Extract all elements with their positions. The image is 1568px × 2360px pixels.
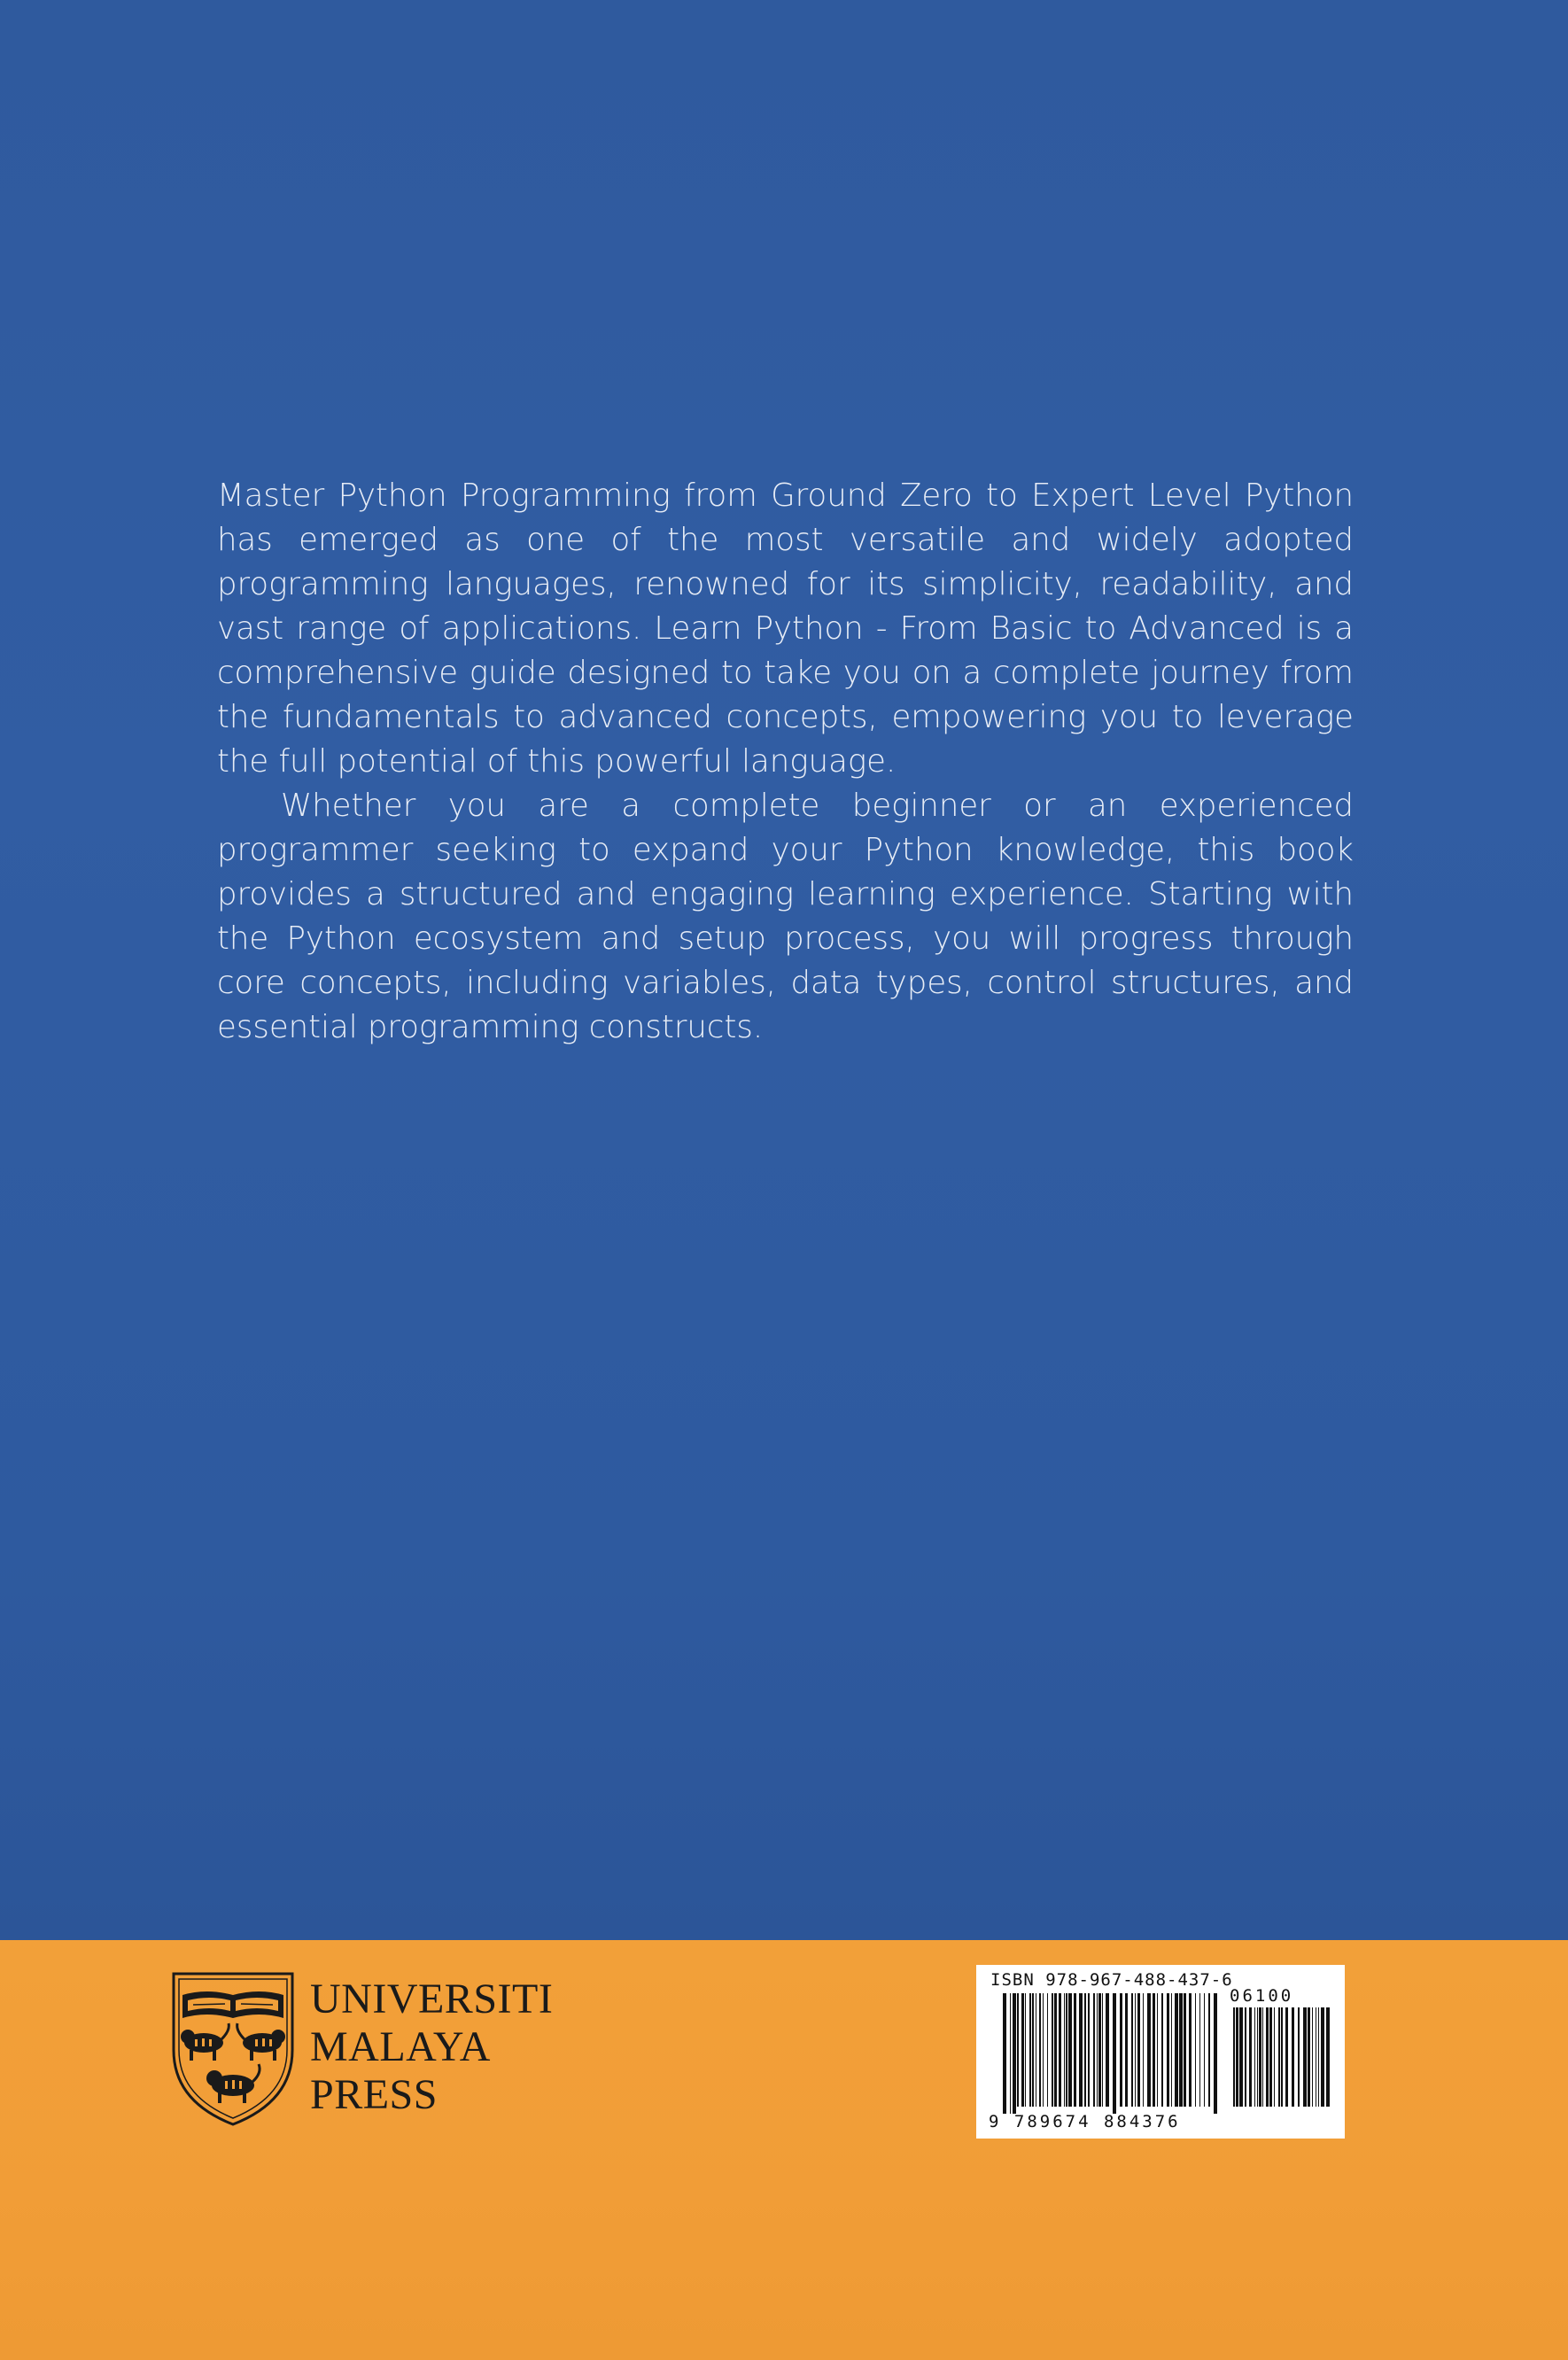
barcode-bar bbox=[1097, 1993, 1098, 2107]
barcode-bar bbox=[1312, 2007, 1313, 2107]
barcode-bar bbox=[1147, 1993, 1151, 2107]
barcode-bar bbox=[1120, 1993, 1122, 2107]
barcode-bar bbox=[1074, 1993, 1076, 2107]
barcode-bar bbox=[1013, 1993, 1016, 2114]
barcode-bar bbox=[1066, 1993, 1067, 2107]
barcode-bar bbox=[1298, 2007, 1300, 2107]
barcode-bar bbox=[1274, 2007, 1275, 2107]
barcode-bar bbox=[1157, 1993, 1158, 2107]
barcode-bar bbox=[1171, 1993, 1172, 2107]
blurb-paragraph-2: Whether you are a complete beginner or an experienced programmer seeking to expand your Python knowledge, this book provides a structured and engaging learning experience. Starting with the Python ecosystem and setup process, you will progress through core concepts, including variables, data types, control structures, and essential programming constructs. bbox=[217, 788, 1354, 1045]
barcode-bar bbox=[1029, 1993, 1031, 2107]
barcode-bar bbox=[1047, 1993, 1048, 2107]
barcode-bar bbox=[1010, 1993, 1011, 2114]
barcode-bar bbox=[1102, 1993, 1103, 2107]
barcode-bar bbox=[1131, 1993, 1133, 2107]
barcode-bar bbox=[1088, 1993, 1090, 2107]
barcode-bar bbox=[1318, 2007, 1319, 2107]
blurb-paragraph-1: Master Python Programming from Ground Zero to Expert Level Python has emerged as one of the most versatile and widely adopted programming languages, renowned for its simplicity, readability, and vast range of applications. Learn Python - From Basic to Advanced is a comprehensive guide designed to take you on a complete journey from the fundamentals to advanced concepts, empowering you to leverage the full potential of this powerful language. bbox=[217, 477, 1354, 780]
barcode-bar bbox=[1039, 1993, 1041, 2107]
publisher-name-line-1: UNIVERSITI bbox=[310, 1976, 554, 2022]
barcode-bar bbox=[1184, 1993, 1186, 2107]
barcode-bar bbox=[1135, 1993, 1136, 2107]
barcode-bar bbox=[1245, 2007, 1246, 2107]
barcode-bar bbox=[1106, 1993, 1109, 2107]
barcode-bar bbox=[1269, 2007, 1272, 2107]
barcode-bar bbox=[1043, 1993, 1044, 2107]
barcode-bar bbox=[1326, 2007, 1330, 2107]
barcode-bars-icon bbox=[1003, 1993, 1219, 2114]
barcode-bar bbox=[1214, 1993, 1217, 2114]
barcode-bar bbox=[1195, 1993, 1196, 2107]
barcode-bar bbox=[1254, 2007, 1255, 2107]
barcode-bar bbox=[1262, 2007, 1263, 2107]
barcode-price-code: 06100 bbox=[1230, 1986, 1294, 2006]
barcode-bar bbox=[1308, 2007, 1310, 2107]
barcode-bar bbox=[1093, 1993, 1095, 2107]
barcode-bar bbox=[1303, 2007, 1307, 2107]
barcode-bar bbox=[1266, 2007, 1269, 2107]
barcode-bar bbox=[1167, 1993, 1169, 2107]
barcode-bar bbox=[1175, 1993, 1178, 2107]
barcode-bar bbox=[1137, 1993, 1140, 2107]
barcode-bar bbox=[1059, 1993, 1061, 2107]
barcode-bar bbox=[1285, 2007, 1288, 2107]
publisher-name bbox=[310, 1976, 553, 2119]
barcode-bar bbox=[1239, 2007, 1243, 2107]
barcode-bar bbox=[1278, 2007, 1280, 2107]
barcode-bar bbox=[1079, 1993, 1083, 2107]
barcode-bar bbox=[1003, 1993, 1006, 2114]
barcode-bar bbox=[1153, 1993, 1155, 2107]
ean-digits: 9 789674 884376 bbox=[989, 2112, 1181, 2131]
barcode-bar bbox=[1025, 1993, 1026, 2107]
barcode-bar bbox=[1257, 2007, 1258, 2107]
barcode-bar bbox=[1179, 1993, 1183, 2107]
barcode-bar bbox=[1204, 1993, 1205, 2107]
publisher-name-line-2: MALAYA bbox=[310, 2023, 491, 2070]
barcode-bar bbox=[1292, 2007, 1294, 2107]
barcode-bar bbox=[1233, 2007, 1235, 2107]
barcode-bar bbox=[1189, 1993, 1192, 2107]
isbn-barcode bbox=[976, 1965, 1345, 2139]
barcode-addon-bars-icon bbox=[1233, 2007, 1332, 2114]
barcode-bar bbox=[1021, 1993, 1024, 2107]
isbn-number: ISBN 978-967-488-437-6 bbox=[990, 1970, 1233, 1990]
barcode-bar bbox=[1161, 1993, 1163, 2107]
barcode-bar bbox=[1236, 2007, 1238, 2107]
barcode-bar bbox=[1032, 1993, 1034, 2107]
barcode-bar bbox=[1208, 1993, 1210, 2107]
publisher-name-line-3: PRESS bbox=[310, 2071, 438, 2118]
barcode-bar bbox=[1052, 1993, 1053, 2107]
barcode-bar bbox=[1259, 2007, 1261, 2107]
barcode-bar bbox=[1054, 1993, 1057, 2107]
barcode-bar bbox=[1068, 1993, 1072, 2107]
barcode-bar bbox=[1017, 1993, 1019, 2107]
book-blurb bbox=[217, 474, 1354, 1050]
barcode-bar bbox=[1125, 1993, 1128, 2107]
barcode-bar bbox=[1281, 2007, 1283, 2107]
barcode-bar bbox=[1098, 1993, 1101, 2107]
barcode-bar bbox=[1113, 1993, 1116, 2114]
barcode-bar bbox=[1143, 1993, 1144, 2107]
barcode-bar bbox=[1064, 1993, 1065, 2107]
university-crest-icon bbox=[167, 1968, 299, 2128]
barcode-bar bbox=[1321, 2007, 1324, 2107]
publisher-logo bbox=[167, 1968, 609, 2137]
barcode-bar bbox=[1199, 1993, 1200, 2107]
barcode-bar bbox=[1084, 1993, 1086, 2107]
barcode-bar bbox=[1249, 2007, 1252, 2107]
